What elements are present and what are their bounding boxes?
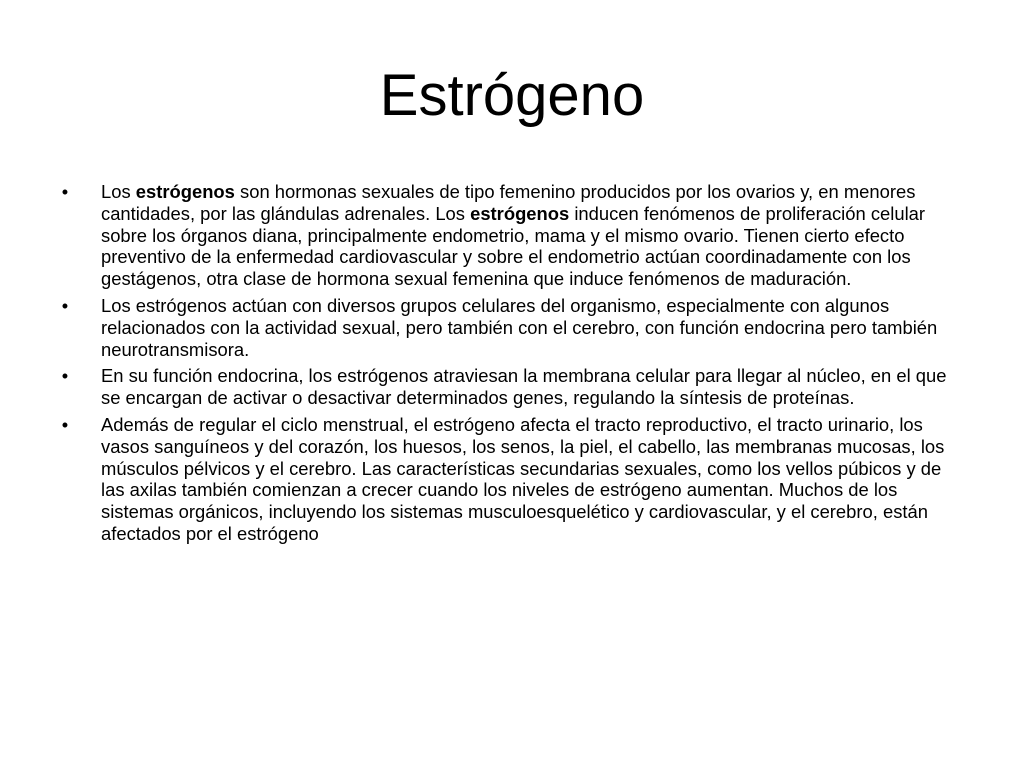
bullet-text [101, 365, 946, 408]
bold-term: estrógenos [470, 202, 570, 224]
bullet-text [101, 295, 937, 360]
text-segment: son hormonas sexuales de tipo femenino producidos por los ovarios y, en menores cantidades, por las glándulas adrenales. Los [101, 181, 916, 224]
bullet-marker: • [61, 413, 69, 435]
bullet-marker: • [61, 294, 69, 316]
bullet-item [58, 181, 968, 290]
text-segment: inducen fenómenos de proliferación celular sobre los órganos diana, principalmente endometrio, mama y el mismo ovario. Tienen cierto efecto preventivo de la enfermedad cardiovascular y sobre el endometrio actúan coordinadamente con los gestágenos, otra clase de hormona sexual femenina que induce fenómenos de maduración. [101, 202, 926, 290]
text-segment: En su función endocrina, los estrógenos atraviesan la membrana celular para llegar al núcleo, en el que se encargan de activar o desactivar determinados genes, regulando la síntesis de proteínas. [101, 365, 947, 409]
bullet-list [58, 181, 968, 550]
bullet-marker: • [61, 365, 69, 387]
bullet-text [101, 181, 925, 289]
text-segment: Además de regular el ciclo menstrual, el estrógeno afecta el tracto reproductivo, el tracto urinario, los vasos sanguíneos y del corazón, los huesos, los senos, la piel, el cabello, las membranas mucosas, los músculos pélvicos y el cerebro. Las características secundarias sexuales, como los vellos púbicos y de las axilas también comienzan a crecer cuando los niveles de estrógeno aumentan. Muchos de los sistemas orgánicos, incluyendo los sistemas musculoesquelético y cardiovascular, y el cerebro, están afectados por el estrógeno [101, 413, 945, 544]
bullet-text [101, 414, 944, 544]
text-segment: Los estrógenos actúan con diversos grupos celulares del organismo, especialmente con algunos relacionados con la actividad sexual, pero también con el cerebro, con función endocrina pero también neurotransmisora. [101, 294, 938, 360]
bullet-item [58, 365, 968, 409]
bullet-item [58, 414, 968, 545]
text-segment: Los [101, 181, 136, 202]
bullet-marker: • [61, 181, 69, 202]
bullet-item [58, 295, 968, 360]
slide-title: Estrógeno [379, 63, 645, 128]
bold-term: estrógenos [135, 181, 235, 202]
